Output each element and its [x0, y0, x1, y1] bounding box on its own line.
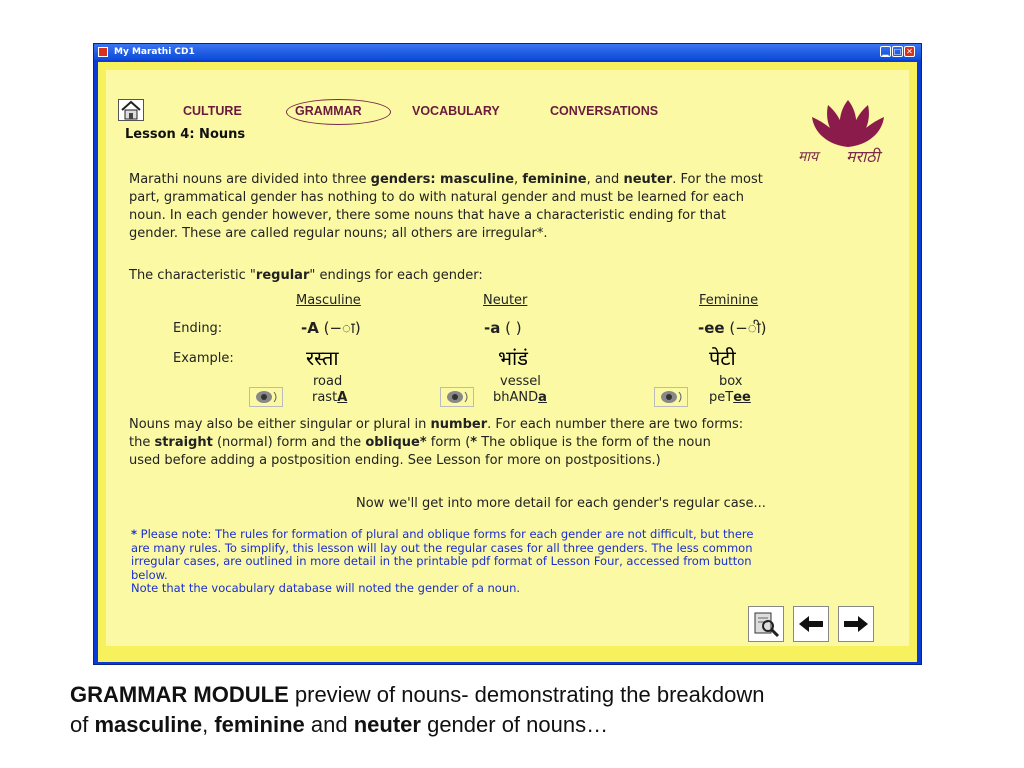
ending-masculine [301, 319, 361, 337]
caption-b: preview of nouns- demonstrating the breakdown [288, 682, 765, 707]
endings-intro-a: The characteristic " [129, 268, 256, 283]
caption-e: , [202, 712, 215, 737]
endings-intro-c: " endings for each gender: [309, 268, 483, 283]
close-button[interactable]: ✕ [904, 46, 915, 57]
caption-neuter: neuter [353, 712, 421, 737]
example-feminine-dev: पेटी [709, 346, 736, 370]
intro-line-2: part, grammatical gender has nothing to do with natural gender and must be learned for each [129, 190, 745, 205]
translit-masculine-a: rast [312, 390, 338, 405]
header-neuter: Neuter [483, 293, 528, 308]
number-l1-a: Nouns may also be either singular or plural in [129, 417, 431, 432]
translit-masculine [312, 389, 347, 407]
translit-masculine-b: A [337, 390, 348, 405]
minimize-button[interactable]: ▁ [880, 46, 891, 57]
ending-neuter-latin: -a [484, 319, 501, 337]
number-l2-a: the [129, 435, 155, 450]
caption-c: of [70, 712, 95, 737]
speaker-icon [441, 388, 473, 406]
next-text: Now we'll get into more detail for each gender's regular case... [356, 496, 766, 511]
header-feminine: Feminine [699, 293, 759, 308]
number-l1-b: number [430, 417, 488, 432]
arrow-right-icon [842, 614, 870, 634]
translit-neuter-b: a [538, 390, 547, 405]
nav-conversations[interactable]: CONVERSATIONS [550, 104, 659, 118]
number-paragraph [129, 416, 889, 470]
logo-text-right: मराठी [846, 147, 880, 166]
ending-neuter [484, 319, 522, 337]
lesson-title: Lesson 4: Nouns [125, 127, 246, 142]
number-l2-oblique: oblique* [365, 435, 427, 450]
intro-genders: genders: masculine [370, 172, 515, 187]
home-icon [119, 100, 143, 120]
speaker-icon [250, 388, 282, 406]
nav-vocabulary[interactable]: VOCABULARY [412, 104, 500, 118]
logo-text-left: माय [798, 149, 819, 165]
header-masculine: Masculine [296, 293, 361, 308]
number-line-3: used before adding a postposition ending. See Lesson for more on postpositions.) [129, 453, 661, 468]
row-label-ending: Ending: [173, 321, 223, 336]
translit-feminine [709, 389, 751, 407]
translit-feminine-b: ee [733, 390, 751, 405]
row-label-example: Example: [173, 351, 234, 366]
audio-button-feminine[interactable] [654, 387, 688, 407]
ending-masculine-dev: (−ा) [323, 319, 361, 337]
arrow-left-icon [797, 614, 825, 634]
lesson-panel [106, 70, 909, 646]
example-masculine-dev: रस्ता [306, 346, 339, 370]
note-paragraph [131, 528, 901, 596]
caption-g: and [304, 712, 354, 737]
note-star: * [131, 527, 138, 541]
lotus-icon [808, 95, 888, 150]
caption-i: gender of nouns… [420, 712, 609, 737]
audio-button-neuter[interactable] [440, 387, 474, 407]
example-neuter-dev: भांडं [498, 346, 528, 370]
number-l2-g: The oblique is the form of the noun [477, 435, 711, 450]
intro-line-4: gender. These are called regular nouns; all others are irregular*. [129, 226, 548, 241]
caption-masculine: masculine [94, 712, 203, 737]
document-magnifier-icon [751, 609, 781, 639]
ending-neuter-dev: ( ) [505, 319, 522, 337]
translit-neuter-a: bhAND [493, 390, 539, 405]
nav-bar [106, 70, 706, 118]
speaker-icon [655, 388, 687, 406]
app-window [93, 43, 922, 665]
intro-paragraph [129, 171, 889, 243]
ending-feminine-dev: (−ी) [729, 319, 767, 337]
window-title: My Marathi CD1 [114, 47, 195, 57]
intro-tail: . For the most [672, 172, 763, 187]
number-l2-straight: straight [154, 435, 213, 450]
maximize-button[interactable]: □ [893, 47, 902, 56]
note-line-4: below. [131, 567, 168, 582]
intro-text: Marathi nouns are divided into three [129, 172, 371, 187]
example-masculine-english: road [313, 374, 343, 389]
ending-masculine-latin: -A [301, 319, 319, 337]
pdf-lesson-button[interactable] [748, 606, 784, 642]
content-frame [98, 62, 917, 662]
ending-feminine [698, 319, 766, 337]
number-l2-c: (normal) form and the [212, 435, 366, 450]
number-l1-c: . For each number there are two forms: [487, 417, 744, 432]
intro-feminine: feminine [522, 172, 587, 187]
example-neuter-english: vessel [500, 374, 541, 389]
caption-feminine: feminine [214, 712, 305, 737]
intro-and: , and [586, 172, 624, 187]
note-line-5: Note that the vocabulary database will noted the gender of a noun. [131, 581, 521, 595]
mai-marathi-logo [796, 95, 896, 167]
nav-culture[interactable]: CULTURE [183, 104, 242, 118]
nav-grammar[interactable]: GRAMMAR [295, 104, 362, 118]
ending-feminine-latin: -ee [698, 319, 725, 337]
title-bar[interactable] [94, 44, 921, 60]
back-button[interactable] [793, 606, 829, 642]
app-icon [98, 47, 108, 57]
intro-neuter: neuter [623, 172, 673, 187]
intro-sep: , [514, 172, 523, 187]
endings-intro-regular: regular [255, 268, 310, 283]
intro-line-3: noun. In each gender however, there some nouns that have a characteristic ending for that [129, 208, 727, 223]
number-l2-e: form ( [426, 435, 471, 450]
forward-button[interactable] [838, 606, 874, 642]
translit-neuter [493, 389, 547, 407]
translit-feminine-a: peT [709, 390, 734, 405]
home-button[interactable] [118, 99, 144, 121]
number-l2-star: * [470, 435, 478, 450]
audio-button-masculine[interactable] [249, 387, 283, 407]
endings-intro [129, 267, 483, 285]
slide-caption [70, 680, 1000, 740]
caption-grammar-module: GRAMMAR MODULE [70, 682, 289, 707]
example-feminine-english: box [719, 374, 743, 389]
note-line-3: irregular cases, are outlined in more detail in the printable pdf format of Lesson Four, accessed from button [131, 554, 752, 568]
note-line-2: are many rules. To simplify, this lesson will lay out the regular cases for all three genders. The less common [131, 540, 753, 555]
note-line-1: Please note: The rules for formation of plural and oblique forms for each gender are not difficult, but there [137, 527, 754, 541]
